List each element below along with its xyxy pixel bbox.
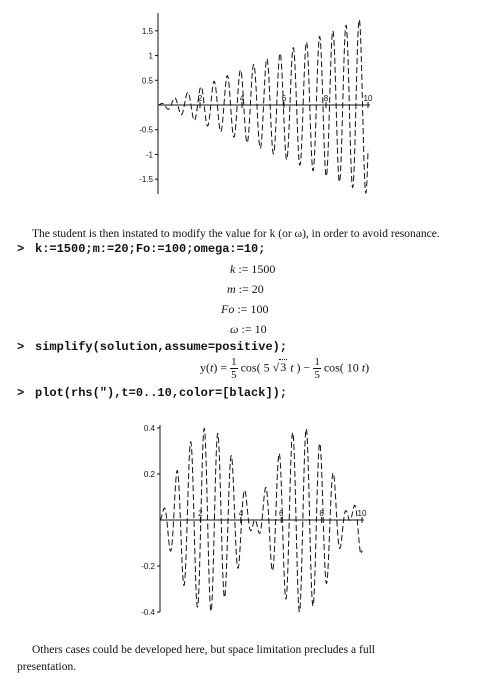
x-tick-label: 6	[278, 509, 284, 518]
x-tick-label: 6	[281, 94, 287, 103]
command-text: k:=1500;m:=20;Fo:=100;omega:=10;	[35, 242, 266, 256]
intro-paragraph: The student is then instated to modify the value for k (or ω), in order to avoid resonance.	[32, 228, 440, 240]
command-text: simplify(solution,assume=positive);	[35, 340, 288, 354]
x-tick-label: 4	[239, 94, 245, 103]
y-tick-label: 0.2	[143, 470, 155, 479]
closing-paragraph	[32, 643, 482, 658]
output-k-lhs: k	[230, 262, 236, 276]
y-tick-label: 0.5	[141, 76, 153, 86]
fraction-2	[313, 356, 321, 381]
output-fo	[221, 302, 268, 317]
output-omega	[230, 322, 267, 337]
sqrt-radicand: 3	[280, 360, 287, 375]
closing-line-2: presentation.	[17, 661, 77, 673]
y-tick-label: -0.2	[141, 562, 155, 571]
eq-t2: t	[361, 360, 366, 375]
output-m	[227, 282, 264, 297]
beats-plot	[130, 418, 390, 618]
command-assign	[17, 242, 265, 256]
output-m-rhs: := 20	[238, 282, 264, 296]
resonance-plot	[120, 8, 390, 198]
output-fo-lhs: Fo	[221, 302, 235, 316]
eq-close2: )	[365, 360, 370, 375]
output-omega-rhs: := 10	[241, 322, 267, 336]
frac2-num: 1	[314, 356, 320, 368]
output-k-rhs: := 1500	[238, 262, 276, 276]
y-tick-label: 1.5	[141, 26, 153, 36]
maple-prompt: >	[17, 242, 25, 256]
command-simplify	[17, 340, 287, 354]
eq-y: y(	[200, 360, 210, 375]
command-text: plot(rhs("),t=0..10,color=[black]);	[35, 386, 288, 400]
frac1-num: 1	[231, 356, 237, 368]
sqrt-symbol: √	[272, 360, 280, 375]
eq-cos2: cos( 10	[323, 360, 359, 375]
y-tick-label: 0.4	[143, 424, 155, 433]
y-tick-label: -1	[145, 150, 153, 160]
x-tick-label: 10	[363, 94, 373, 103]
output-m-lhs: m	[227, 282, 236, 296]
output-fo-rhs: := 100	[237, 302, 269, 316]
eq-t1: t	[290, 360, 294, 375]
x-tick-label: 8	[323, 94, 329, 103]
maple-prompt: >	[17, 386, 25, 400]
y-tick-label: -0.5	[139, 125, 153, 135]
maple-prompt: >	[17, 340, 25, 354]
eq-cos1: cos( 5	[240, 360, 270, 375]
output-k	[230, 262, 275, 277]
closing-paragraph-2	[17, 660, 467, 675]
eq-close1: ) −	[296, 360, 311, 375]
series-line	[158, 20, 368, 193]
x-tick-label: 2	[198, 509, 203, 518]
fraction-1	[230, 356, 238, 381]
y-tick-label: -1.5	[139, 175, 153, 185]
eq-equals: ) =	[213, 360, 228, 375]
frac1-den: 5	[231, 369, 237, 381]
x-tick-label: 10	[357, 509, 367, 518]
command-plot	[17, 386, 287, 400]
frac2-den: 5	[314, 369, 320, 381]
x-tick-label: 8	[319, 509, 324, 518]
x-tick-label: 4	[238, 509, 244, 518]
y-tick-label: 1	[148, 51, 153, 61]
output-omega-lhs: ω	[230, 322, 239, 336]
y-tick-label: -0.4	[141, 608, 155, 617]
x-tick-label: 2	[197, 94, 203, 103]
eq-t: t	[210, 360, 214, 375]
solution-equation	[200, 356, 369, 384]
closing-line-1: Others cases could be developed here, but space limitation precludes a full	[32, 644, 375, 656]
